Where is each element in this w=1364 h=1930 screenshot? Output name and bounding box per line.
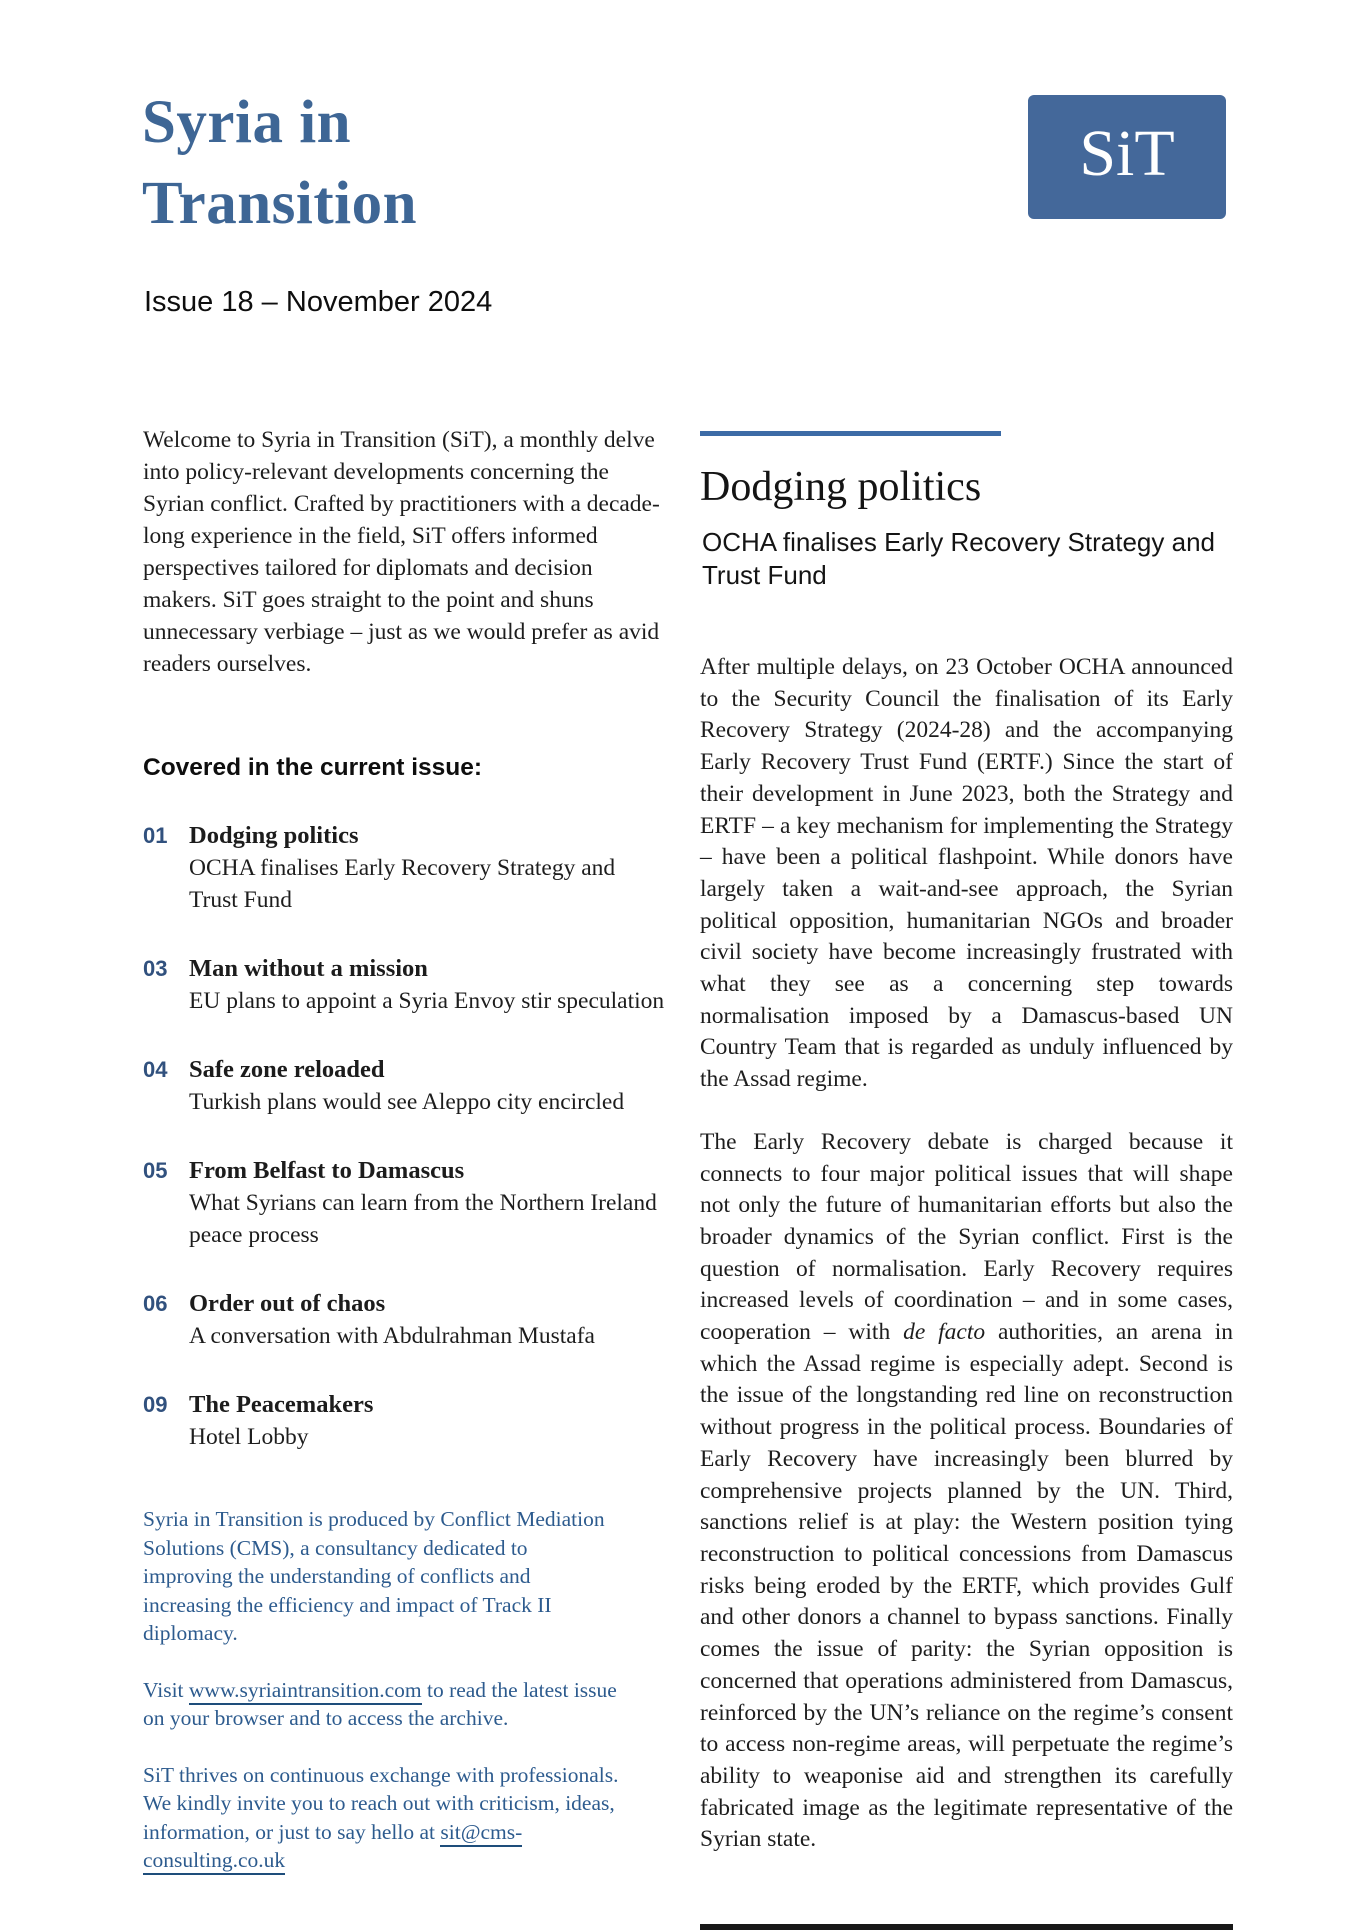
email-link[interactable]: sit@cms-consulting.co.uk — [143, 1820, 522, 1876]
article-paragraph-2: The Early Recovery debate is charged because it connects to four major political issues that will shape not only the future of humanitarian efforts but also the broader dynamics of the Syrian conflict. First is the question of normalisation. Early Recovery requires increased levels of coordination – and in some cases, cooperation – with de facto authorities, an arena in which the Assad regime is especially adept. Second is the issue of the longstanding red line on reconstruction without progress in the political process. Boundaries of Early Recovery have increasingly been blurred by comprehensive projects planned by the UN. Third, sanctions relief is at play: the Western position tying reconstruction to political concessions from Damascus risks being eroded by the ERTF, which provides Gulf and other donors a channel to bypass sanctions. Finally comes the issue of parity: the Syrian opposition is concerned that operations administered from Damascus, reinforced by the UN’s reliance on the regime’s consent to access non-regime areas, will perpetuate the regime’s ability to weaponise aid and strengthen its carefully fabricated image as the legitimate representative of the Syrian state. — [700, 1128, 1233, 1853]
toc-item-subtitle: What Syrians can learn from the Northern Ireland peace process — [189, 1190, 657, 1248]
issue-line: Issue 18 – November 2024 — [144, 286, 493, 318]
toc-item-subtitle: OCHA finalises Early Recovery Strategy and Trust Fund — [189, 855, 616, 913]
intro-paragraph: Welcome to Syria in Transition (SiT), a monthly delve into policy-relevant developments concerning the Syrian conflict. Crafted by practitioners with a decade-long experience in the field, SiT offers informed perspectives tailored for diplomats and decision makers. SiT goes straight to the point and shuns unnecessary verbiage – just as we would prefer as avid readers ourselves. — [143, 427, 660, 677]
about-block — [143, 1505, 621, 1875]
toc-item-title: Order out of chaos — [189, 1290, 386, 1317]
left-column — [143, 424, 668, 1903]
toc-item-man-without-a-mission — [143, 953, 668, 1017]
toc-item-the-peacemakers — [143, 1389, 668, 1453]
article-subtitle: OCHA finalises Early Recovery Strategy and Trust Fund — [702, 527, 1215, 590]
newsletter-title — [142, 82, 417, 244]
toc-item-dodging-politics — [143, 820, 668, 916]
newsletter-title-line1: Syria in — [142, 89, 352, 156]
about-production-paragraph: Syria in Transition is produced by Conflict Mediation Solutions (CMS), a consultancy dedicated to improving the understanding of conflicts and increasing the efficiency and impact of Track II diplomacy. — [143, 1507, 605, 1645]
sit-logo-text: SiT — [1079, 117, 1175, 190]
article-top-rule — [700, 431, 1001, 436]
toc-item-title: Safe zone reloaded — [189, 1056, 385, 1083]
toc-item-subtitle: EU plans to appoint a Syria Envoy stir speculation — [189, 988, 665, 1014]
toc-page-number: 06 — [143, 1291, 168, 1316]
toc-item-subtitle: A conversation with Abdulrahman Mustafa — [189, 1323, 595, 1349]
about-contact-paragraph: SiT thrives on continuous exchange with professionals. We kindly invite you to reach out with criticism, ideas, information, or just to say hello at sit@cms-consulting.co.uk — [143, 1761, 621, 1875]
article-column — [700, 431, 1233, 1856]
table-of-contents — [143, 820, 668, 1453]
toc-page-number: 04 — [143, 1057, 168, 1082]
toc-heading: Covered in the current issue: — [143, 754, 483, 781]
toc-item-subtitle: Hotel Lobby — [189, 1424, 309, 1450]
toc-item-from-belfast-to-damascus — [143, 1155, 668, 1251]
toc-page-number: 05 — [143, 1158, 168, 1183]
toc-item-title: Dodging politics — [189, 822, 359, 849]
italic-de-facto: de facto — [903, 1319, 986, 1346]
about-website-paragraph: Visit www.syriaintransition.com to read the latest issue on your browser and to access the archive. — [143, 1677, 617, 1730]
sit-logo — [1028, 95, 1226, 219]
toc-page-number: 03 — [143, 956, 168, 981]
toc-item-subtitle: Turkish plans would see Aleppo city encircled — [189, 1089, 625, 1115]
next-page-edge — [700, 1924, 1233, 1930]
toc-item-safe-zone-reloaded — [143, 1054, 668, 1118]
article-body — [700, 652, 1233, 1856]
article-paragraph-1: After multiple delays, on 23 October OCHA announced to the Security Council the finalisation of its Early Recovery Strategy (2024-28) and the accompanying Early Recovery Trust Fund (ERTF.) Since the start of their development in June 2023, both the Strategy and ERTF – a key mechanism for implementing the Strategy – have been a political flashpoint. While donors have largely taken a wait-and-see approach, the Syrian political opposition, humanitarian NGOs and broader civil society have become increasingly frustrated with what they see as a concerning step towards normalisation imposed by a Damascus-based UN Country Team that is regarded as unduly influenced by the Assad regime. — [700, 654, 1233, 1093]
newsletter-title-line2: Transition — [142, 170, 418, 237]
toc-item-title: From Belfast to Damascus — [189, 1157, 465, 1184]
toc-page-number: 01 — [143, 823, 168, 848]
toc-item-title: Man without a mission — [189, 955, 428, 982]
article-title: Dodging politics — [700, 464, 982, 510]
toc-item-order-out-of-chaos — [143, 1288, 668, 1352]
toc-page-number: 09 — [143, 1392, 168, 1417]
toc-item-title: The Peacemakers — [189, 1391, 374, 1418]
website-link[interactable]: www.syriaintransition.com — [189, 1678, 422, 1705]
